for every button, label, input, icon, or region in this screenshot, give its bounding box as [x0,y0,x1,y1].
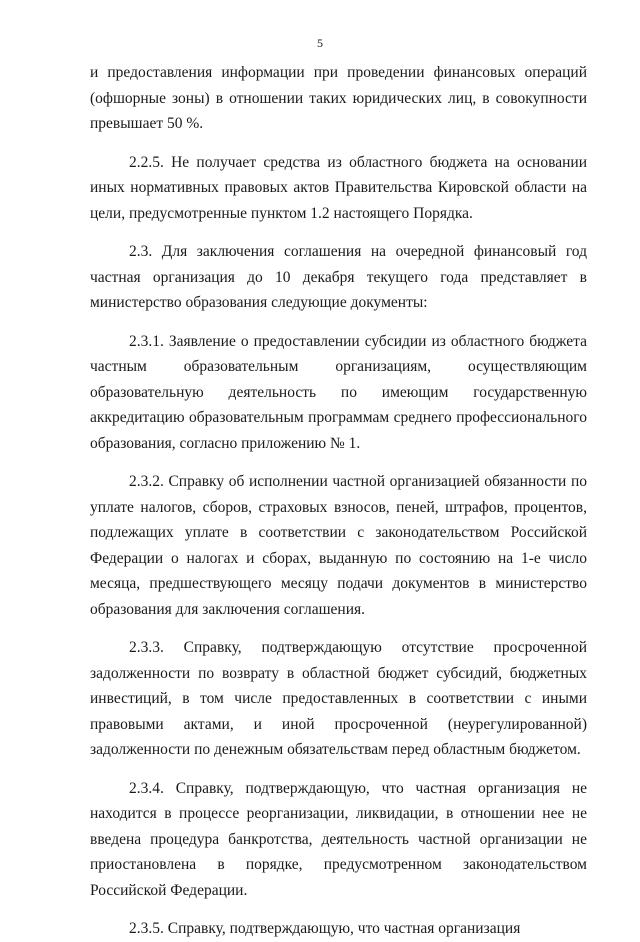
page-number: 5 [317,36,323,50]
paragraph-2-3-4: 2.3.4. Справку, подтверждающую, что частная организация не находится в процессе реорганизации, ликвидации, в отношении нее не введена процедура банкротства, деятельность частной организации не приостановлена в порядке, предусмотренном законодательством Российской Федерации. [90,779,587,899]
paragraph-continuation: и предоставления информации при проведении финансовых операций (офшорные зоны) в отношении таких юридических лиц, в совокупности превышает 50 %. [90,64,587,132]
paragraph-2-3-5: 2.3.5. Справку, подтверждающую, что частная организация [129,920,521,937]
paragraph-2-2-5: 2.2.5. Не получает средства из областного бюджета на основании иных нормативных правовых актов Правительства Кировской области на цели, предусмотренные пунктом 1.2 настоящего Порядка. [90,153,587,222]
paragraph-2-3-1: 2.3.1. Заявление о предоставлении субсидии из областного бюджета частным образовательным организациям, осуществляющим образовательную деятельность по имеющим государственную аккредитацию образовательным программам среднего профессионального образования, согласно приложению № 1. [90,332,587,452]
paragraph-2-3-3: 2.3.3. Справку, подтверждающую отсутствие просроченной задолженности по возврату в областной бюджет субсидий, бюджетных инвестиций, в том числе предоставленных в соответствии с иными правовыми актами, и иной просроченной (неурегулированной) задолженности по денежным обязательствам перед областным бюджетом. [90,639,587,758]
document-body [90,60,587,942]
paragraph-2-3: 2.3. Для заключения соглашения на очередной финансовый год частная организация до 10 декабря текущего года представляет в министерство образования следующие документы: [90,243,587,311]
paragraph-2-3-2: 2.3.2. Справку об исполнении частной организацией обязанности по уплате налогов, сборов, страховых взносов, пеней, штрафов, процентов, подлежащих уплате в соответствии с законодательством Российской Федерации о налогах и сборах, выданную по состоянию на 1-е число месяца, предшествующего месяцу подачи документов в министерство образования для заключения соглашения. [90,473,587,618]
